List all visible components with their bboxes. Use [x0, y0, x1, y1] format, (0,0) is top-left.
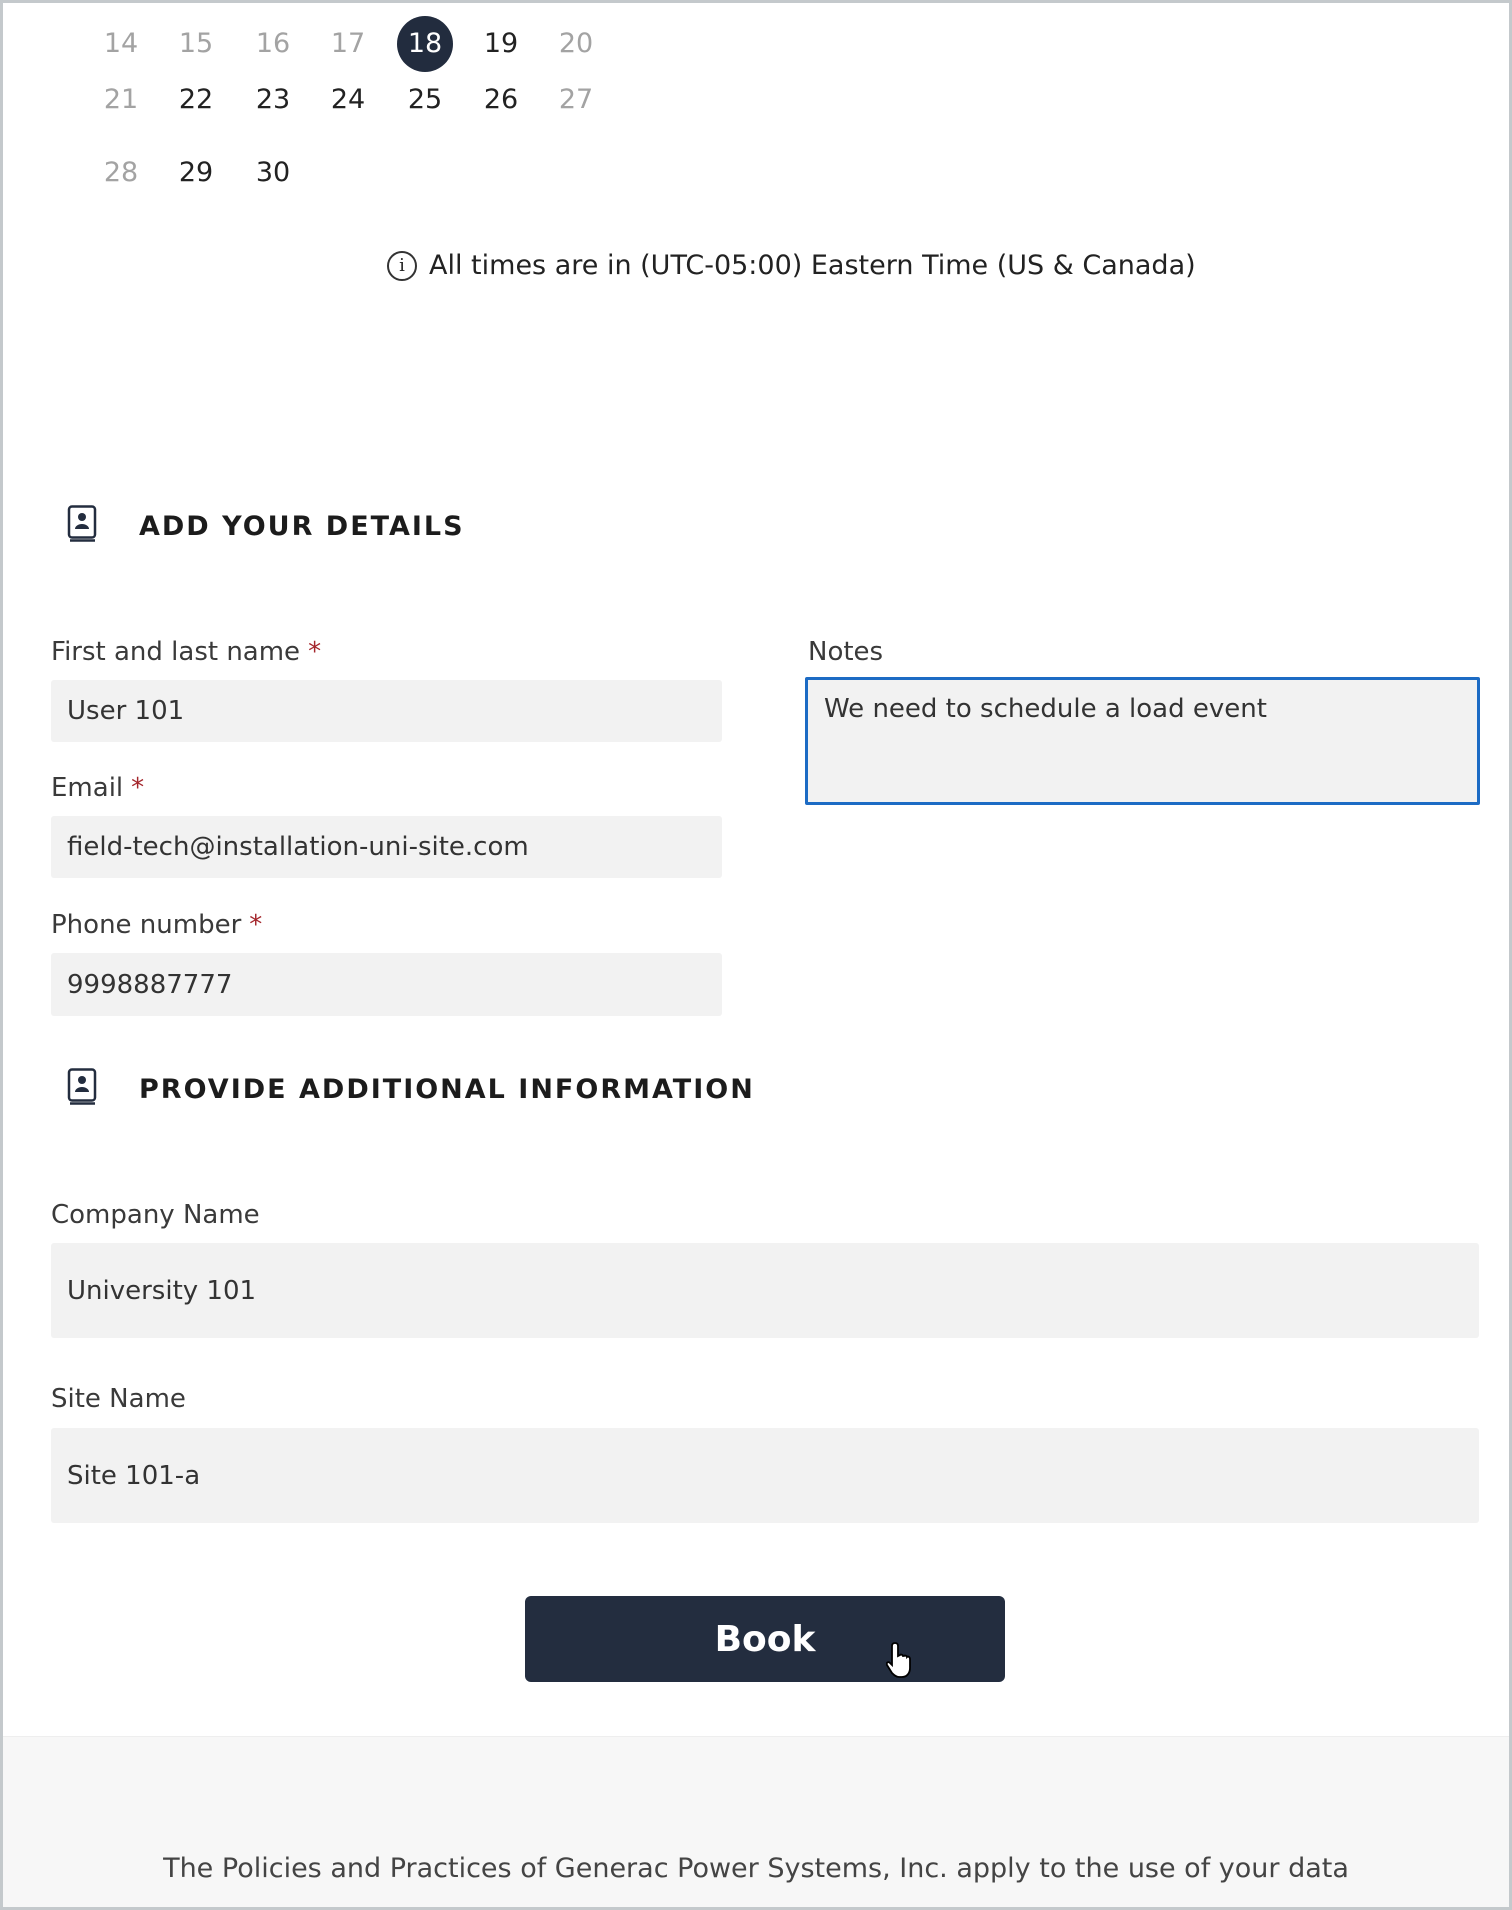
book-button[interactable]: Book	[525, 1596, 1005, 1682]
name-label	[51, 637, 321, 667]
calendar-day: 17	[330, 28, 366, 59]
details-section-header	[67, 505, 465, 542]
email-input[interactable]: field-tech@installation-uni-site.com	[51, 816, 722, 878]
calendar-day[interactable]: 22	[178, 84, 214, 115]
email-label-text: Email	[51, 773, 124, 803]
additional-section-header	[67, 1068, 755, 1105]
company-input[interactable]: University 101	[51, 1243, 1479, 1338]
calendar-day[interactable]: 30	[255, 157, 291, 188]
notes-label: Notes	[808, 637, 884, 667]
site-input[interactable]: Site 101-a	[51, 1428, 1479, 1523]
calendar-day: 14	[103, 28, 139, 59]
required-mark: *	[249, 910, 263, 940]
required-mark: *	[308, 637, 322, 667]
calendar-day: 16	[255, 28, 291, 59]
phone-label-text: Phone number	[51, 910, 242, 940]
hand-cursor-icon	[886, 1640, 916, 1680]
required-mark: *	[131, 773, 145, 803]
notes-textarea[interactable]: We need to schedule a load event	[805, 677, 1480, 805]
details-heading: ADD YOUR DETAILS	[139, 511, 465, 542]
company-label: Company Name	[51, 1200, 260, 1230]
calendar-day[interactable]: 23	[255, 84, 291, 115]
calendar-day[interactable]: 19	[483, 28, 519, 59]
name-label-text: First and last name	[51, 637, 301, 667]
calendar-day[interactable]: 29	[178, 157, 214, 188]
info-icon: i	[387, 251, 417, 281]
site-label: Site Name	[51, 1384, 186, 1414]
timezone-text: All times are in (UTC-05:00) Eastern Time (US & Canada)	[429, 250, 1196, 281]
calendar-day-selected[interactable]: 18	[397, 16, 453, 72]
calendar-day: 21	[103, 84, 139, 115]
email-label	[51, 773, 144, 803]
footer-policy-text: The Policies and Practices of Generac Power Systems, Inc. apply to the use of your data	[163, 1853, 1349, 1884]
calendar-day: 27	[558, 84, 594, 115]
calendar-day[interactable]: 26	[483, 84, 519, 115]
calendar-day: 28	[103, 157, 139, 188]
phone-input[interactable]: 9998887777	[51, 953, 722, 1016]
timezone-note	[387, 250, 1196, 281]
phone-label	[51, 910, 262, 940]
calendar-day[interactable]: 24	[330, 84, 366, 115]
calendar-day[interactable]: 25	[407, 84, 443, 115]
calendar-day: 15	[178, 28, 214, 59]
contact-card-icon	[67, 505, 97, 542]
additional-heading: PROVIDE ADDITIONAL INFORMATION	[139, 1074, 755, 1105]
name-input[interactable]: User 101	[51, 680, 722, 742]
calendar-day: 20	[558, 28, 594, 59]
footer	[3, 1736, 1509, 1907]
contact-card-icon	[67, 1068, 97, 1105]
